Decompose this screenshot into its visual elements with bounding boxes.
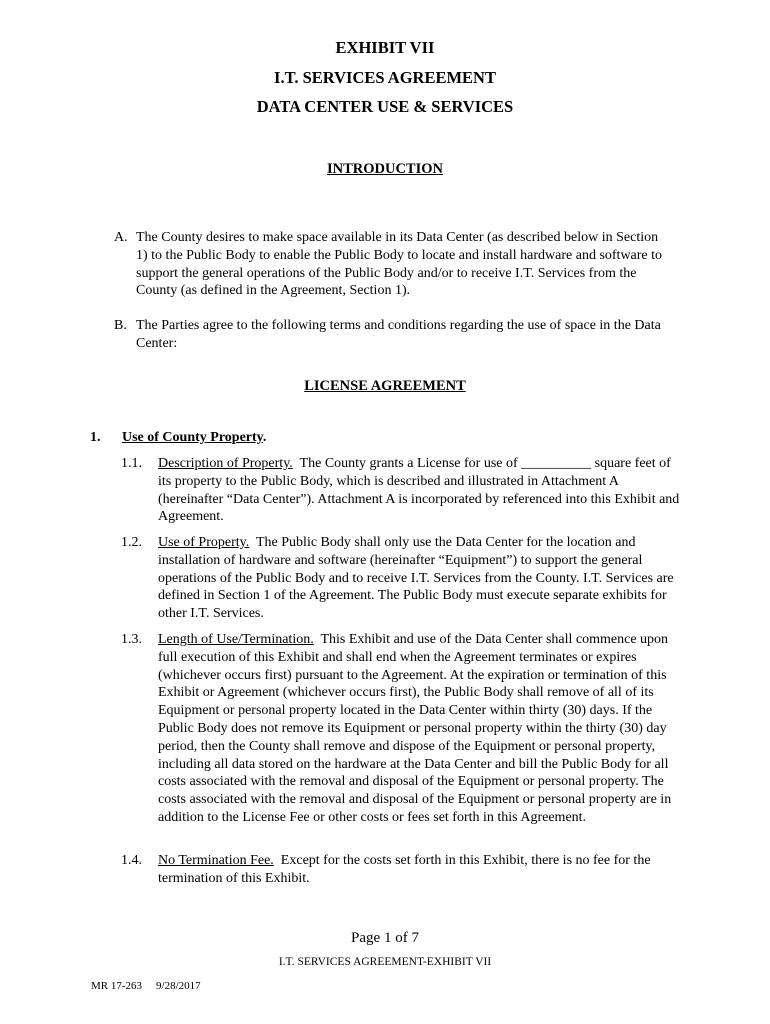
subsection-1-2-text: The Public Body shall only use the Data Center for the location and installation of hardware and software (hereinafter “Equipment”) to support the general operations of the Public Body and to receive I.T. Services from the County. I.T. Services are defined in Section 1 of the Agreement. The Public Body must execute separate exhibits for other I.T. Services. bbox=[158, 535, 674, 622]
subsection-1-1-body bbox=[158, 455, 686, 526]
subsection-1-4-body bbox=[158, 852, 686, 888]
agreement-title: I.T. SERVICES AGREEMENT bbox=[274, 68, 496, 87]
subsection-1-3-title: Length of Use/Termination. bbox=[158, 632, 314, 647]
section-1-title: Use of County Property bbox=[122, 430, 263, 445]
footer-reference bbox=[91, 980, 201, 992]
subsection-1-4-title: No Termination Fee. bbox=[158, 853, 274, 868]
subsection-1-2-body bbox=[158, 534, 686, 623]
subsection-1-1-number: 1.1. bbox=[121, 456, 142, 471]
footer-document-title: I.T. SERVICES AGREEMENT-EXHIBIT VII bbox=[278, 956, 492, 968]
intro-text-a: The County desires to make space available in its Data Center (as described below in Section 1) to the Public Body to enable the Public Body to locate and install hardware and software to support the general operations of the Public Body and/or to receive I.T. Services from the County (as defined in the Agreement, Section 1). bbox=[136, 230, 663, 299]
footer-date: 9/28/2017 bbox=[156, 980, 201, 992]
subsection-1-3-body bbox=[158, 631, 686, 827]
footer-ref-number: MR 17-263 bbox=[91, 980, 143, 992]
exhibit-title: EXHIBIT VII bbox=[335, 38, 435, 57]
license-heading: LICENSE AGREEMENT bbox=[304, 378, 466, 394]
subsection-1-3-number: 1.3. bbox=[121, 632, 142, 647]
subsection-1-3-text: This Exhibit and use of the Data Center shall commence upon full execution of this Exhibit and shall end when the Agreement terminates or expires (whichever occurs first) pursuant to the Agreement. At the expiration or termination of this Exhibit or Agreement (whichever occurs first), the Public Body shall remove of all of its Equipment or personal property located in the Data Center within thirty (30) days. If the Public Body does not remove its Equipment or personal property within the thirty (30) day period, then the County shall remove and dispose of the Equipment or personal property, including all data stored on the hardware at the Data Center and bill the Public Body for all costs associated with the removal and disposal of the Equipment or personal property. The costs associated with the removal and disposal of the Equipment or personal property are in addition to the License Fee or other costs or fees set forth in this Agreement. bbox=[158, 632, 672, 825]
intro-text-b: The Parties agree to the following terms and conditions regarding the use of space in the Data Center: bbox=[136, 318, 661, 351]
section-1-number: 1. bbox=[90, 430, 101, 445]
subsection-1-4-number: 1.4. bbox=[121, 853, 142, 868]
subsection-1-4-text: Except for the costs set forth in this Exhibit, there is no fee for the termination of this Exhibit. bbox=[158, 853, 651, 886]
subsection-1-1-title: Description of Property. bbox=[158, 456, 293, 471]
introduction-heading: INTRODUCTION bbox=[326, 161, 443, 177]
intro-marker-b: B. bbox=[114, 318, 127, 333]
document-subtitle: DATA CENTER USE & SERVICES bbox=[256, 97, 514, 116]
intro-marker-a: A. bbox=[114, 230, 128, 245]
section-1-title-suffix: . bbox=[262, 430, 267, 445]
subsection-1-2-title: Use of Property. bbox=[158, 535, 250, 550]
subsection-1-2-number: 1.2. bbox=[121, 535, 142, 550]
intro-paragraph-a bbox=[114, 229, 664, 300]
section-1-title-wrap bbox=[122, 429, 266, 447]
subsection-1-1-text: The County grants a License for use of __________ square feet of its property to the Public Body, which is described and illustrated in Attachment A (hereinafter “Data Center”). Attachment A is incorporated by referenced into this Exhibit and Agreement. bbox=[158, 456, 680, 525]
intro-paragraph-b bbox=[114, 317, 664, 353]
page-number: Page 1 of 7 bbox=[351, 930, 419, 946]
